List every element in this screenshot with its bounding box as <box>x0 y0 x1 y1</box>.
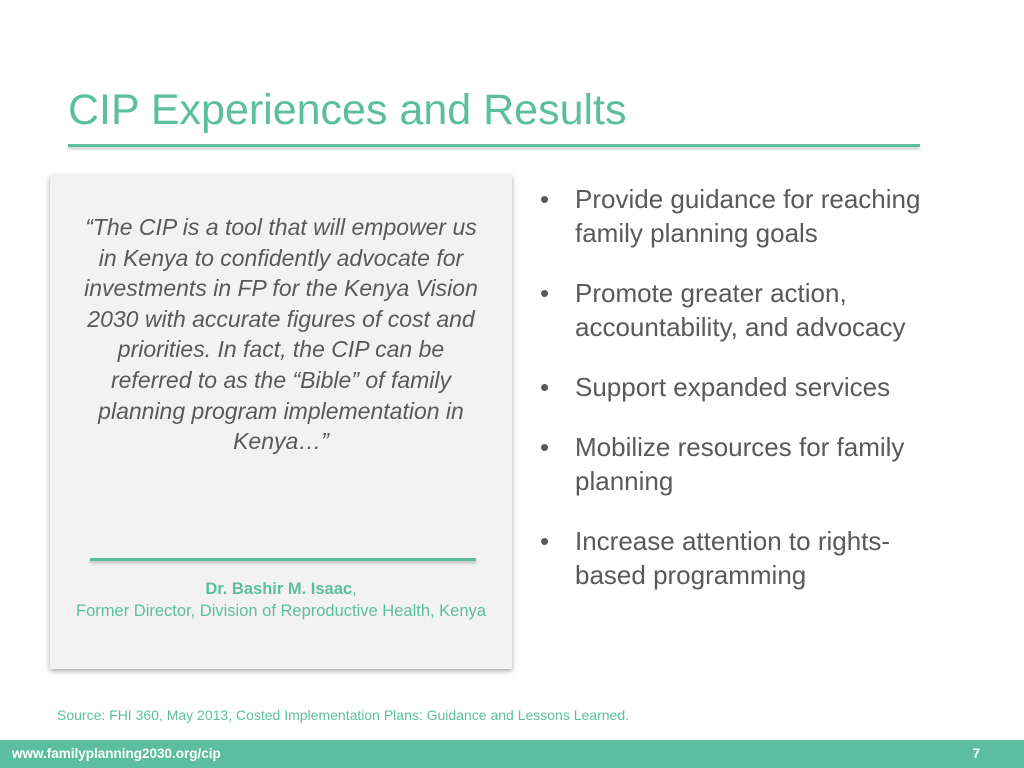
bullet-item <box>540 524 935 592</box>
bullet-marker: • <box>540 526 550 556</box>
bullet-item <box>540 430 935 498</box>
title-underline <box>68 144 920 147</box>
bullet-marker: • <box>540 278 550 308</box>
quote-divider <box>90 558 476 561</box>
bullet-item <box>540 370 935 404</box>
source-citation: Source: FHI 360, May 2013, Costed Implementation Plans: Guidance and Lessons Learned. <box>57 707 630 723</box>
bullet-text: Mobilize resources for family planning <box>575 432 905 496</box>
bullet-marker: • <box>540 372 550 402</box>
quote-attribution <box>70 578 492 622</box>
footer-url-link[interactable]: www.familyplanning2030.org/cip <box>12 746 221 761</box>
bullet-text: Increase attention to rights-based programming <box>575 526 891 590</box>
slide-title: CIP Experiences and Results <box>68 86 627 134</box>
bullet-list <box>540 182 935 618</box>
quote-box <box>50 175 512 669</box>
bullet-item <box>540 182 935 250</box>
bullet-text: Support expanded services <box>575 372 891 402</box>
bullet-item <box>540 276 935 344</box>
bullet-marker: • <box>540 184 550 214</box>
quote-author-separator: , <box>352 580 357 598</box>
quote-author-name: Dr. Bashir M. Isaac <box>205 580 353 598</box>
footer-bar <box>0 740 1024 768</box>
quote-text: “The CIP is a tool that will empower us in Kenya to confidently advocate for investments in FP for the Kenya Vision 2030 with accurate figures of cost and priorities. In fact, the CIP can be referred to as the “Bible” of family planning program implementation in Kenya…” <box>84 214 478 455</box>
bullet-marker: • <box>540 432 550 462</box>
quote-author-role: Former Director, Division of Reproductive Health, Kenya <box>76 602 486 620</box>
page-number: 7 <box>972 746 980 761</box>
bullet-text: Promote greater action, accountability, and advocacy <box>575 278 906 342</box>
bullet-text: Provide guidance for reaching family planning goals <box>575 184 921 248</box>
